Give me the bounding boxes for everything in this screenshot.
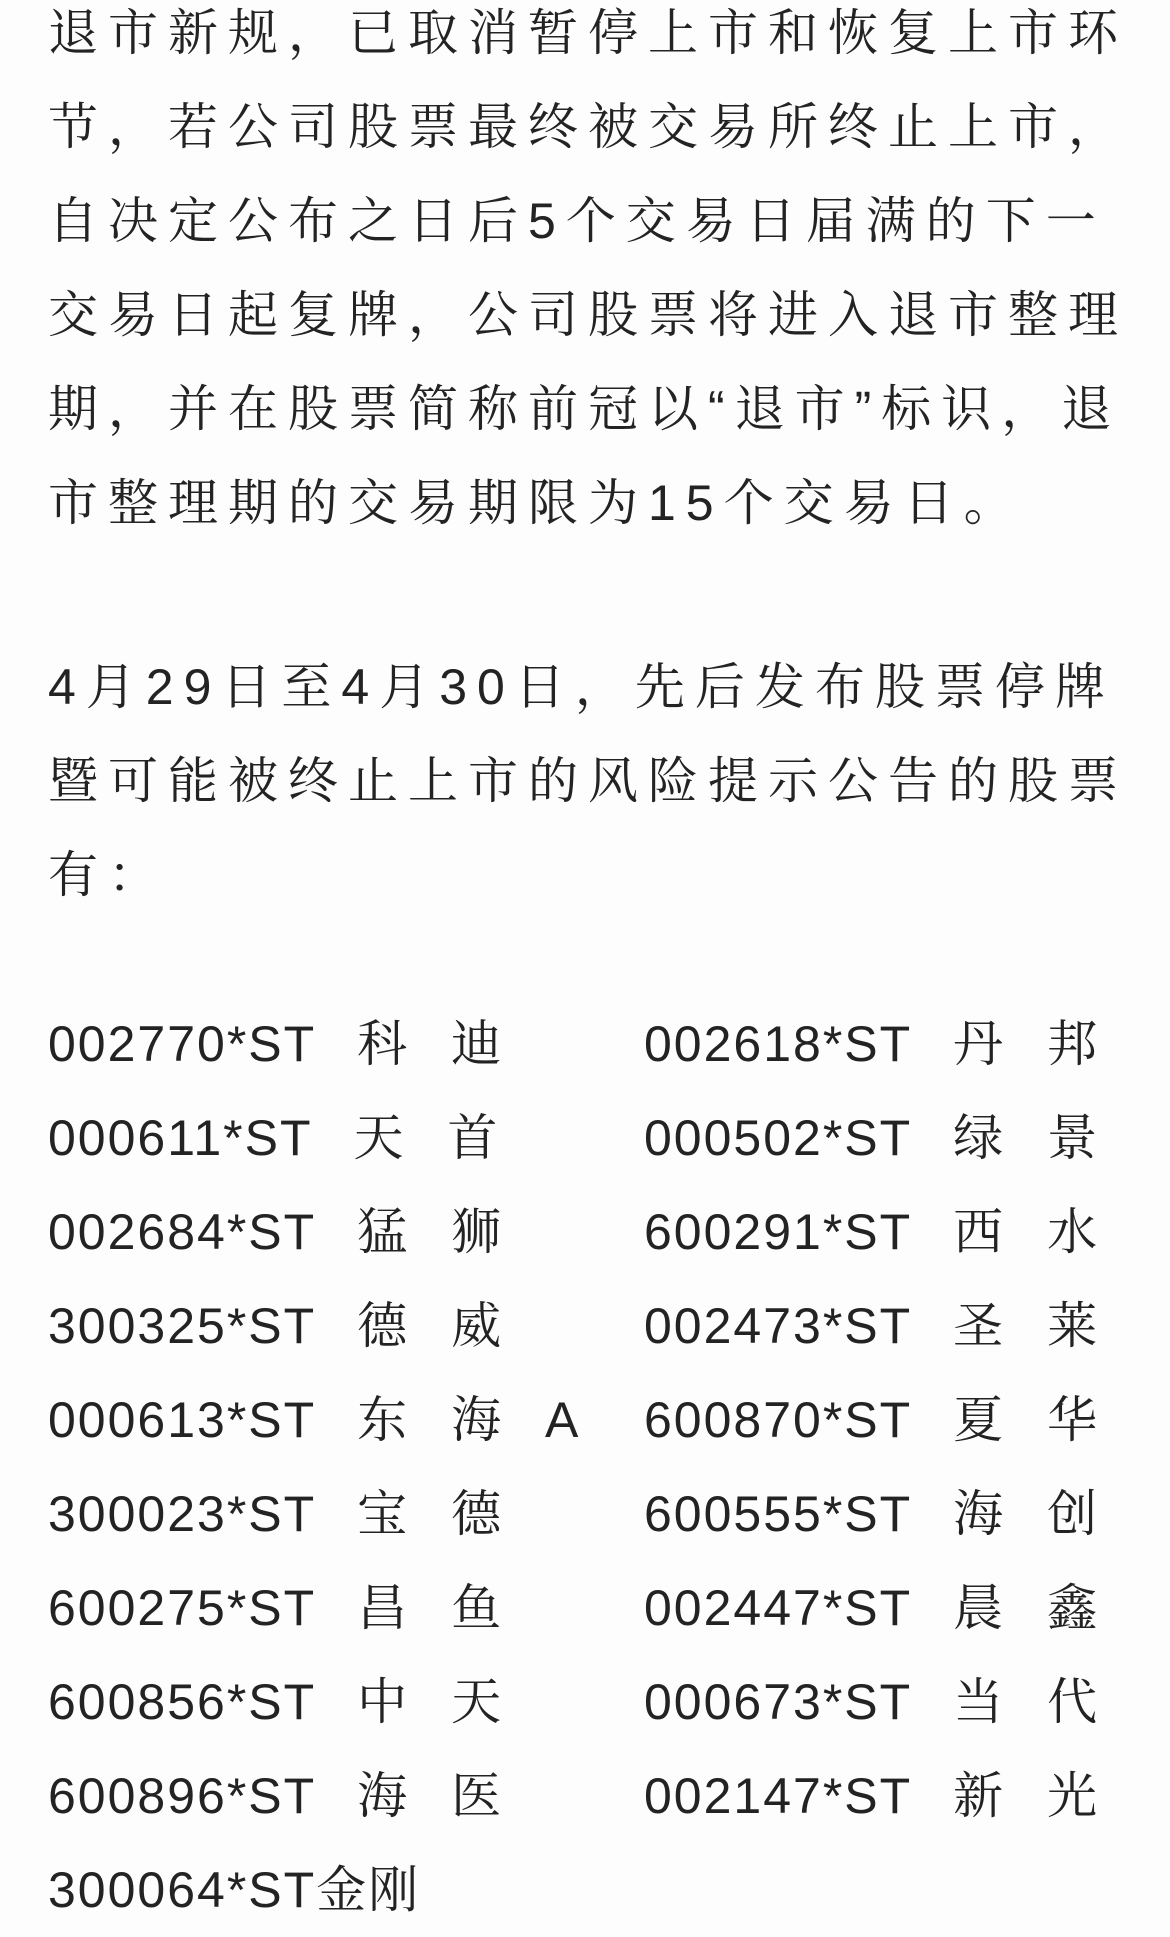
stock-entry-left: 002684*ST 猛 狮 xyxy=(48,1204,504,1260)
paragraph xyxy=(48,0,1130,550)
paragraph-line: 自决定公布之日后5个交易日届满的下一 xyxy=(48,193,1106,249)
stock-row xyxy=(48,1373,1130,1467)
paragraph-line: 有： xyxy=(48,847,168,903)
stock-entry-left: 300064*ST金刚 xyxy=(48,1862,421,1918)
paragraph-line: 期，并在股票简称前冠以“退市”标识，退 xyxy=(48,381,1122,437)
stock-entry-right: 002447*ST 晨 鑫 xyxy=(644,1580,1100,1636)
stock-entry-right: 600870*ST 夏 华 xyxy=(644,1392,1100,1448)
stock-entry-right: 002618*ST 丹 邦 xyxy=(644,1016,1100,1072)
paragraph-line: 市整理期的交易期限为15个交易日。 xyxy=(48,475,1024,531)
stock-entry-left: 300023*ST 宝 德 xyxy=(48,1486,504,1542)
stock-row xyxy=(48,1185,1130,1279)
stock-list xyxy=(48,997,1130,1937)
stock-entry-left: 600896*ST 海 医 xyxy=(48,1768,504,1824)
paragraph-line: 交易日起复牌，公司股票将进入退市整理 xyxy=(48,287,1128,343)
stock-entry-right: 600291*ST 西 水 xyxy=(644,1204,1100,1260)
paragraph xyxy=(48,640,1130,922)
stock-entry-left: 000611*ST 天 首 xyxy=(48,1110,500,1166)
stock-row xyxy=(48,1467,1130,1561)
stock-row xyxy=(48,1749,1130,1843)
stock-entry-right: 000673*ST 当 代 xyxy=(644,1674,1100,1730)
stock-row xyxy=(48,1843,1130,1937)
stock-entry-left: 002770*ST 科 迪 xyxy=(48,1016,504,1072)
stock-entry-right: 002147*ST 新 光 xyxy=(644,1768,1100,1824)
paragraph-line: 暨可能被终止上市的风险提示公告的股票 xyxy=(48,753,1128,809)
paragraph-line: 4月29日至4月30日，先后发布股票停牌 xyxy=(48,659,1115,715)
stock-row xyxy=(48,1655,1130,1749)
stock-entry-right: 600555*ST 海 创 xyxy=(644,1486,1100,1542)
stock-row xyxy=(48,1561,1130,1655)
stock-entry-right xyxy=(644,1843,1130,1937)
paragraph-line: 节，若公司股票最终被交易所终止上市， xyxy=(48,99,1128,155)
stock-entry-left: 600275*ST 昌 鱼 xyxy=(48,1580,504,1636)
stock-entry-left: 300325*ST 德 威 xyxy=(48,1298,504,1354)
article-paragraphs xyxy=(48,0,1130,922)
stock-row xyxy=(48,1091,1130,1185)
stock-row xyxy=(48,997,1130,1091)
stock-entry-right: 002473*ST 圣 莱 xyxy=(644,1298,1100,1354)
stock-entry-left: 000613*ST 东 海 A xyxy=(48,1392,581,1448)
paragraph-line: 退市新规，已取消暂停上市和恢复上市环 xyxy=(48,5,1128,61)
stock-entry-right: 000502*ST 绿 景 xyxy=(644,1110,1100,1166)
stock-row xyxy=(48,1279,1130,1373)
stock-entry-left: 600856*ST 中 天 xyxy=(48,1674,504,1730)
